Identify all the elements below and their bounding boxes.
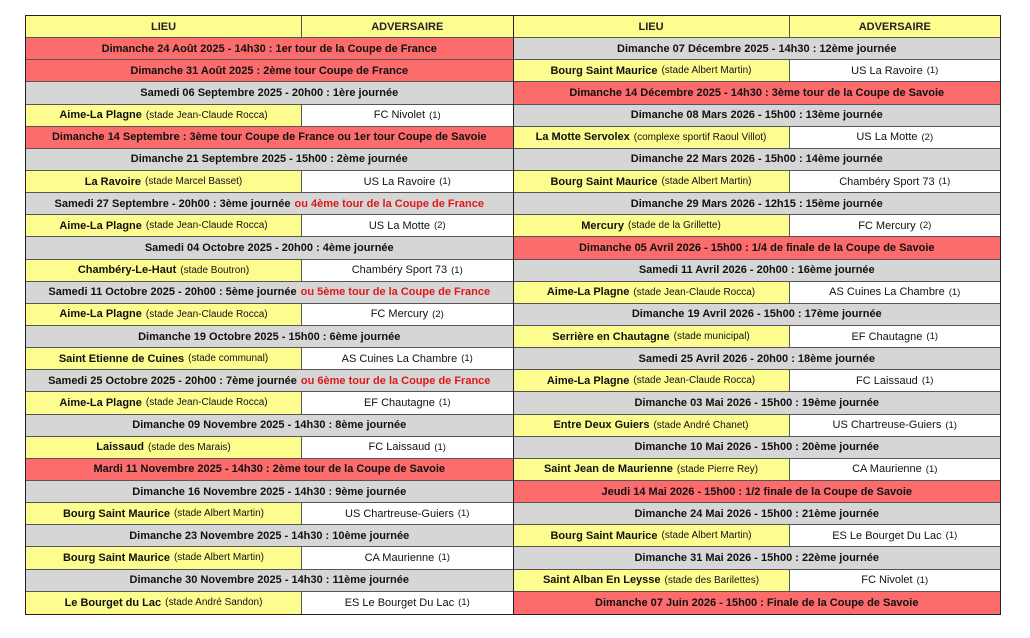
venue-name: Saint Jean de Maurienne (543, 463, 673, 476)
stadium-name: (stade André Chanet) (653, 419, 749, 431)
venue-cell (514, 326, 790, 347)
opponent-cell (790, 415, 1001, 436)
stadium-name: (stade Marcel Basset) (144, 176, 243, 188)
cup-round-row (514, 82, 1001, 104)
header-lieu: LIEU (514, 16, 790, 37)
matchday-row (514, 547, 1001, 569)
match-row (26, 304, 513, 326)
opponent-rank: (1) (925, 463, 938, 475)
venue-name: Aime-La Plagne (546, 374, 630, 387)
venue-name: Saint Etienne de Cuines (58, 352, 185, 365)
venue-cell (514, 282, 790, 303)
matchday-row (514, 392, 1001, 414)
matchday-row (26, 370, 513, 392)
venue-cell (26, 348, 302, 369)
alternate-cup-note: ou 6ème tour de la Coupe de France (300, 374, 491, 387)
stadium-name: (stade de la Grillette) (627, 220, 721, 232)
match-row (514, 215, 1001, 237)
venue-name: Saint Alban En Leysse (542, 574, 661, 587)
header-row (26, 16, 513, 38)
matchday-label (514, 547, 1001, 568)
header-lieu: LIEU (26, 16, 302, 37)
venue-cell (26, 392, 302, 413)
venue-cell (514, 459, 790, 480)
opponent-cell (790, 525, 1001, 546)
matchday-row (26, 481, 513, 503)
opponent-cell (790, 459, 1001, 480)
cup-round-label (514, 237, 1001, 258)
event-text: Dimanche 07 Juin 2026 - 15h00 : Finale de la Coupe de Savoie (595, 596, 919, 609)
event-text: Dimanche 19 Avril 2026 - 15h00 : 17ème journée (631, 308, 882, 321)
opponent-rank: (2) (432, 308, 444, 320)
opponent-name: FC Laissaud (856, 374, 918, 387)
venue-cell (26, 437, 302, 458)
opponent-rank: (2) (921, 131, 934, 143)
match-row (26, 392, 513, 414)
venue-cell (514, 415, 790, 436)
match-row (514, 525, 1001, 547)
venue-cell (26, 304, 302, 325)
matchday-label (26, 370, 513, 391)
matchday-row (26, 415, 513, 437)
matchday-row (26, 193, 513, 215)
opponent-cell (790, 60, 1001, 81)
matchday-row (514, 149, 1001, 171)
venue-name: Aime-La Plagne (59, 308, 142, 321)
venue-cell (514, 570, 790, 591)
event-text: Dimanche 09 Novembre 2025 - 14h30 : 8ème journée (132, 419, 407, 432)
opponent-name: CA Maurienne (852, 463, 922, 476)
event-text: Samedi 04 Octobre 2025 - 20h00 : 4ème journée (144, 241, 394, 254)
stadium-name: (stade des Barilettes) (664, 574, 760, 586)
matchday-label (26, 525, 513, 546)
venue-name: Bourg Saint Maurice (550, 64, 658, 77)
opponent-name: CA Maurienne (364, 551, 435, 564)
match-row (26, 592, 513, 614)
event-text: Dimanche 24 Mai 2026 - 15h00 : 21ème journée (634, 507, 880, 520)
schedule-table-left (26, 16, 513, 614)
event-text: Dimanche 22 Mars 2026 - 15h00 : 14ème journée (630, 153, 883, 166)
event-text: Samedi 27 Septembre - 20h00 : 3ème journée (54, 197, 291, 210)
opponent-cell (302, 215, 513, 236)
matchday-row (26, 282, 513, 304)
match-row (514, 60, 1001, 82)
opponent-name: ES Le Bourget Du Lac (832, 529, 942, 542)
opponent-rank: (1) (948, 286, 961, 298)
venue-cell (514, 215, 790, 236)
venue-cell (26, 215, 302, 236)
opponent-rank: (1) (438, 552, 450, 564)
match-row (26, 171, 513, 193)
opponent-cell (302, 171, 513, 192)
opponent-name: FC Mercury (370, 308, 429, 321)
opponent-rank: (1) (451, 264, 463, 276)
stadium-name: (stade communal) (188, 353, 269, 365)
event-text: Mardi 11 Novembre 2025 - 14h30 : 2ème tour de la Coupe de Savoie (93, 463, 446, 476)
matchday-row (514, 437, 1001, 459)
matchday-label (26, 282, 513, 303)
match-row (514, 570, 1001, 592)
opponent-rank: (2) (919, 220, 932, 232)
stadium-name: (stade Albert Martin) (173, 508, 264, 520)
cup-round-row (26, 127, 513, 149)
opponent-cell (790, 570, 1001, 591)
opponent-name: FC Nivolet (861, 574, 913, 587)
opponent-name: US Chartreuse-Guiers (832, 419, 942, 432)
opponent-cell (790, 171, 1001, 192)
opponent-cell (302, 503, 513, 524)
venue-name: Bourg Saint Maurice (550, 175, 658, 188)
opponent-rank: (1) (945, 419, 957, 431)
cup-round-row (26, 60, 513, 82)
event-text: Dimanche 05 Avril 2026 - 15h00 : 1/4 de finale de la Coupe de Savoie (578, 241, 935, 254)
match-row (26, 437, 513, 459)
opponent-name: AS Cuines La Chambre (829, 286, 945, 299)
venue-name: Aime-La Plagne (59, 219, 142, 232)
event-text: Samedi 11 Octobre 2025 - 20h00 : 5ème journée (48, 286, 297, 299)
match-row (26, 547, 513, 569)
match-row (26, 215, 513, 237)
event-text: Dimanche 03 Mai 2026 - 15h00 : 19ème journée (634, 396, 880, 409)
matchday-row (26, 149, 513, 171)
match-row (514, 282, 1001, 304)
matchday-row (26, 326, 513, 348)
opponent-rank: (1) (438, 397, 451, 409)
opponent-rank: (1) (926, 65, 939, 77)
event-text: Samedi 06 Septembre 2025 - 20h00 : 1ère journée (140, 86, 399, 99)
stadium-name: (stade Albert Martin) (661, 176, 752, 188)
opponent-cell (302, 348, 513, 369)
opponent-rank: (1) (916, 574, 929, 586)
opponent-rank: (1) (439, 176, 451, 188)
matchday-label (26, 570, 513, 591)
alternate-cup-note: ou 5ème tour de la Coupe de France (300, 286, 491, 299)
event-text: Dimanche 23 Novembre 2025 - 14h30 : 10ème journée (129, 529, 410, 542)
venue-name: Le Bourget du Lac (64, 596, 162, 609)
stadium-name: (stade Albert Martin) (661, 530, 752, 542)
event-text: Dimanche 24 Août 2025 - 14h30 : 1er tour de la Coupe de France (101, 42, 437, 55)
opponent-cell (790, 127, 1001, 148)
cup-round-label (26, 459, 513, 480)
alternate-cup-note: ou 4ème tour de la Coupe de France (294, 197, 484, 210)
matchday-label (26, 237, 513, 258)
matchday-row (26, 82, 513, 104)
cup-round-label (26, 38, 513, 59)
opponent-cell (302, 592, 513, 614)
opponent-cell (790, 215, 1001, 236)
matchday-row (514, 193, 1001, 215)
event-text: Dimanche 07 Décembre 2025 - 14h30 : 12ème journée (617, 42, 897, 55)
matchday-label (26, 149, 513, 170)
opponent-name: Chambéry Sport 73 (839, 175, 935, 188)
opponent-name: FC Laissaud (368, 441, 431, 454)
venue-name: Chambéry-Le-Haut (77, 264, 177, 277)
event-text: Dimanche 29 Mars 2026 - 12h15 : 15ème journée (630, 197, 883, 210)
opponent-rank: (1) (429, 109, 441, 121)
matchday-label (514, 38, 1001, 59)
venue-cell (26, 260, 302, 281)
opponent-cell (302, 392, 513, 413)
venue-name: Bourg Saint Maurice (550, 529, 658, 542)
cup-round-row (514, 592, 1001, 614)
cup-round-label (514, 592, 1001, 614)
match-row (514, 171, 1001, 193)
venue-name: La Motte Servolex (535, 131, 630, 144)
matchday-label (514, 193, 1001, 214)
opponent-cell (790, 282, 1001, 303)
cup-round-label (26, 60, 513, 81)
opponent-rank: (1) (461, 353, 473, 365)
matchday-label (514, 437, 1001, 458)
matchday-label (26, 82, 513, 103)
matchday-label (514, 149, 1001, 170)
opponent-name: US La Ravoire (851, 64, 923, 77)
matchday-label (514, 392, 1001, 413)
venue-cell (26, 503, 302, 524)
matchday-label (26, 481, 513, 502)
event-text: Dimanche 14 Décembre 2025 - 14h30 : 3ème tour de la Coupe de Savoie (569, 86, 945, 99)
venue-name: Aime-La Plagne (59, 109, 142, 122)
matchday-row (514, 105, 1001, 127)
matchday-label (26, 415, 513, 436)
opponent-cell (790, 370, 1001, 391)
opponent-cell (302, 260, 513, 281)
opponent-name: US La Motte (856, 131, 918, 144)
stadium-name: (complexe sportif Raoul Villot) (633, 131, 767, 143)
matchday-row (514, 38, 1001, 60)
event-text: Dimanche 21 Septembre 2025 - 15h00 : 2ème journée (130, 153, 408, 166)
opponent-rank: (1) (434, 441, 446, 453)
event-text: Dimanche 10 Mai 2026 - 15h00 : 20ème journée (634, 441, 880, 454)
venue-name: Aime-La Plagne (546, 286, 630, 299)
event-text: Samedi 25 Octobre 2025 - 20h00 : 7ème journée (48, 374, 297, 387)
stadium-name: (stade municipal) (673, 331, 750, 343)
event-text: Samedi 25 Avril 2026 - 20h00 : 18ème journée (638, 352, 875, 365)
stadium-name: (stade des Marais) (147, 441, 231, 453)
venue-name: Aime-La Plagne (59, 396, 142, 409)
venue-cell (514, 525, 790, 546)
event-text: Dimanche 14 Septembre : 3ème tour Coupe de France ou 1er tour Coupe de Savoie (51, 131, 487, 144)
match-row (26, 105, 513, 127)
opponent-name: Chambéry Sport 73 (351, 264, 448, 277)
venue-name: Entre Deux Guiers (553, 419, 650, 432)
opponent-rank: (1) (938, 176, 951, 188)
header-row (514, 16, 1001, 38)
event-text: Dimanche 31 Mai 2026 - 15h00 : 22ème journée (634, 551, 880, 564)
venue-name: Mercury (581, 219, 624, 232)
opponent-name: US La Ravoire (363, 175, 436, 188)
event-text: Jeudi 14 Mai 2026 - 15h00 : 1/2 finale de la Coupe de Savoie (601, 485, 913, 498)
stadium-name: (stade André Sandon) (165, 597, 263, 609)
venue-cell (514, 127, 790, 148)
matchday-label (514, 105, 1001, 126)
opponent-rank: (1) (457, 508, 470, 520)
stadium-name: (stade Jean-Claude Rocca) (633, 375, 756, 387)
matchday-row (26, 570, 513, 592)
opponent-name: EF Chautagne (851, 330, 923, 343)
venue-name: Bourg Saint Maurice (62, 551, 170, 564)
stadium-name: (stade Jean-Claude Rocca) (145, 397, 268, 409)
opponent-name: AS Cuines La Chambre (341, 352, 458, 365)
stadium-name: (stade Albert Martin) (661, 65, 752, 77)
opponent-name: FC Nivolet (373, 109, 426, 122)
matchday-row (514, 304, 1001, 326)
venue-cell (514, 171, 790, 192)
matchday-row (514, 503, 1001, 525)
matchday-label (514, 260, 1001, 281)
match-row (514, 127, 1001, 149)
schedule-table-right (513, 16, 1001, 614)
stadium-name: (stade Jean-Claude Rocca) (145, 220, 268, 232)
opponent-rank: (1) (458, 597, 470, 609)
cup-round-row (26, 459, 513, 481)
matchday-label (514, 304, 1001, 325)
opponent-rank: (2) (434, 220, 446, 232)
matchday-row (26, 525, 513, 547)
stadium-name: (stade Jean-Claude Rocca) (145, 308, 268, 320)
match-row (514, 370, 1001, 392)
event-text: Dimanche 30 Novembre 2025 - 14h30 : 11ème journée (129, 574, 409, 587)
venue-cell (26, 171, 302, 192)
opponent-rank: (1) (926, 331, 939, 343)
match-row (26, 260, 513, 282)
opponent-name: FC Mercury (858, 219, 916, 232)
venue-name: Laissaud (96, 441, 144, 454)
opponent-name: EF Chautagne (363, 396, 435, 409)
event-text: Samedi 11 Avril 2026 - 20h00 : 16ème journée (638, 264, 875, 277)
opponent-cell (302, 304, 513, 325)
opponent-name: ES Le Bourget Du Lac (344, 596, 455, 609)
matchday-label (514, 348, 1001, 369)
venue-cell (26, 547, 302, 568)
cup-round-label (514, 82, 1001, 103)
venue-name: Bourg Saint Maurice (62, 507, 170, 520)
stadium-name: (stade Boutron) (180, 264, 250, 276)
header-adversaire: ADVERSAIRE (790, 16, 1001, 37)
match-row (514, 415, 1001, 437)
stadium-name: (stade Jean-Claude Rocca) (145, 109, 268, 121)
opponent-cell (302, 105, 513, 126)
schedule-sheet (25, 15, 1001, 615)
matchday-row (26, 237, 513, 259)
header-adversaire: ADVERSAIRE (302, 16, 513, 37)
opponent-rank: (1) (921, 375, 934, 387)
event-text: Dimanche 08 Mars 2026 - 15h00 : 13ème journée (630, 109, 883, 122)
opponent-name: US Chartreuse-Guiers (345, 507, 454, 520)
cup-round-row (26, 38, 513, 60)
matchday-row (514, 260, 1001, 282)
matchday-label (26, 326, 513, 347)
venue-cell (514, 370, 790, 391)
match-row (26, 503, 513, 525)
event-text: Dimanche 19 Octobre 2025 - 15h00 : 6ème journée (138, 330, 401, 343)
match-row (514, 459, 1001, 481)
opponent-cell (302, 547, 513, 568)
match-row (26, 348, 513, 370)
stadium-name: (stade Jean-Claude Rocca) (633, 286, 756, 298)
venue-cell (514, 60, 790, 81)
opponent-cell (790, 326, 1001, 347)
stadium-name: (stade Albert Martin) (173, 552, 264, 564)
venue-name: Serrière en Chautagne (552, 330, 670, 343)
cup-round-row (514, 237, 1001, 259)
matchday-row (514, 348, 1001, 370)
event-text: Dimanche 31 Août 2025 : 2ème tour Coupe de France (130, 64, 409, 77)
opponent-cell (302, 437, 513, 458)
cup-round-row (514, 481, 1001, 503)
cup-round-label (514, 481, 1001, 502)
matchday-label (514, 503, 1001, 524)
matchday-label (26, 193, 513, 214)
event-text: Dimanche 16 Novembre 2025 - 14h30 : 9ème journée (132, 485, 407, 498)
stadium-name: (stade Pierre Rey) (676, 463, 759, 475)
match-row (514, 326, 1001, 348)
opponent-rank: (1) (945, 530, 958, 542)
cup-round-label (26, 127, 513, 148)
opponent-name: US La Motte (368, 219, 430, 232)
venue-name: La Ravoire (84, 175, 141, 188)
venue-cell (26, 105, 302, 126)
venue-cell (26, 592, 302, 614)
